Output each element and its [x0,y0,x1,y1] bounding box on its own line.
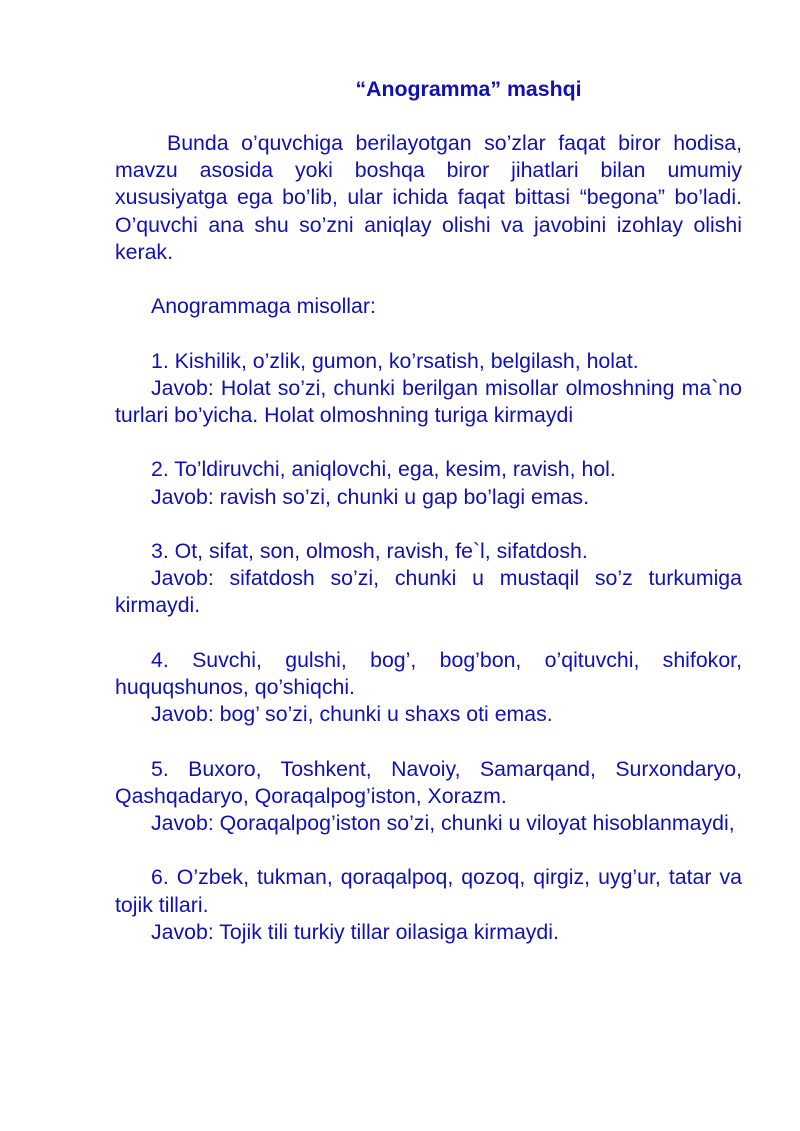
example-question: 3. Ot, sifat, son, olmosh, ravish, fe`l, sifatdosh. [151,538,588,563]
spacer [115,266,742,293]
spacer [115,320,742,347]
example-answer: Javob: bog’ so’zi, chunki u shaxs oti emas. [151,702,553,727]
example-question: 2. To’ldiruvchi, aniqlovchi, ega, kesim, ravish, hol. [151,457,616,482]
example-answer: Javob: Qoraqalpog’iston so’zi, chunki u viloyat hisoblanmaydi, [151,810,735,835]
document-title: “Anogramma” mashqi [355,77,582,101]
document-body [115,76,742,946]
example-item-1 [115,348,742,430]
spacer [115,429,742,456]
spacer [115,728,742,755]
examples-heading: Anogrammaga misollar: [151,294,376,319]
example-question: 4. Suvchi, gulshi, bog’, bog’bon, o’qituvchi, shifokor, huquqshunos, qo’shiqchi. [115,647,742,699]
example-answer: Javob: Holat so’zi, chunki berilgan misollar olmoshning ma`no turlari bo’yicha. Holat olmoshning turiga kirmaydi [115,375,742,427]
spacer [115,620,742,647]
spacer [115,511,742,538]
example-item-4 [115,647,742,729]
example-item-5 [115,756,742,838]
example-question: 5. Buxoro, Toshkent, Navoiy, Samarqand, Surxondaryo, Qashqadaryo, Qoraqalpog’iston, Xorazm. [115,756,742,808]
example-item-3 [115,538,742,620]
example-answer: Javob: sifatdosh so’zi, chunki u mustaqil so’z turkumiga kirmaydi. [115,566,742,618]
intro-paragraph: Bunda o’quvchiga berilayotgan so’zlar faqat biror hodisa, mavzu asosida yoki boshqa biror jihatlari bilan umumiy xususiyatga ega bo’lib, ular ichida faqat bittasi “begona” bo’ladi. O’quvchi ana shu so’zni aniqlay olishi va javobini izohlay olishi kerak. [115,131,742,264]
example-question: 6. O’zbek, tukman, qoraqalpoq, qozoq, qirgiz, uyg’ur, tatar va tojik tillari. [115,865,742,917]
example-answer: Javob: Tojik tili turkiy tillar oilasiga kirmaydi. [151,919,559,944]
example-answer: Javob: ravish so’zi, chunki u gap bo’lagi emas. [151,484,590,509]
example-item-6 [115,864,742,946]
example-item-2 [115,456,742,510]
example-question: 1. Kishilik, o’zlik, gumon, ko’rsatish, belgilash, holat. [151,348,639,373]
spacer [115,837,742,864]
